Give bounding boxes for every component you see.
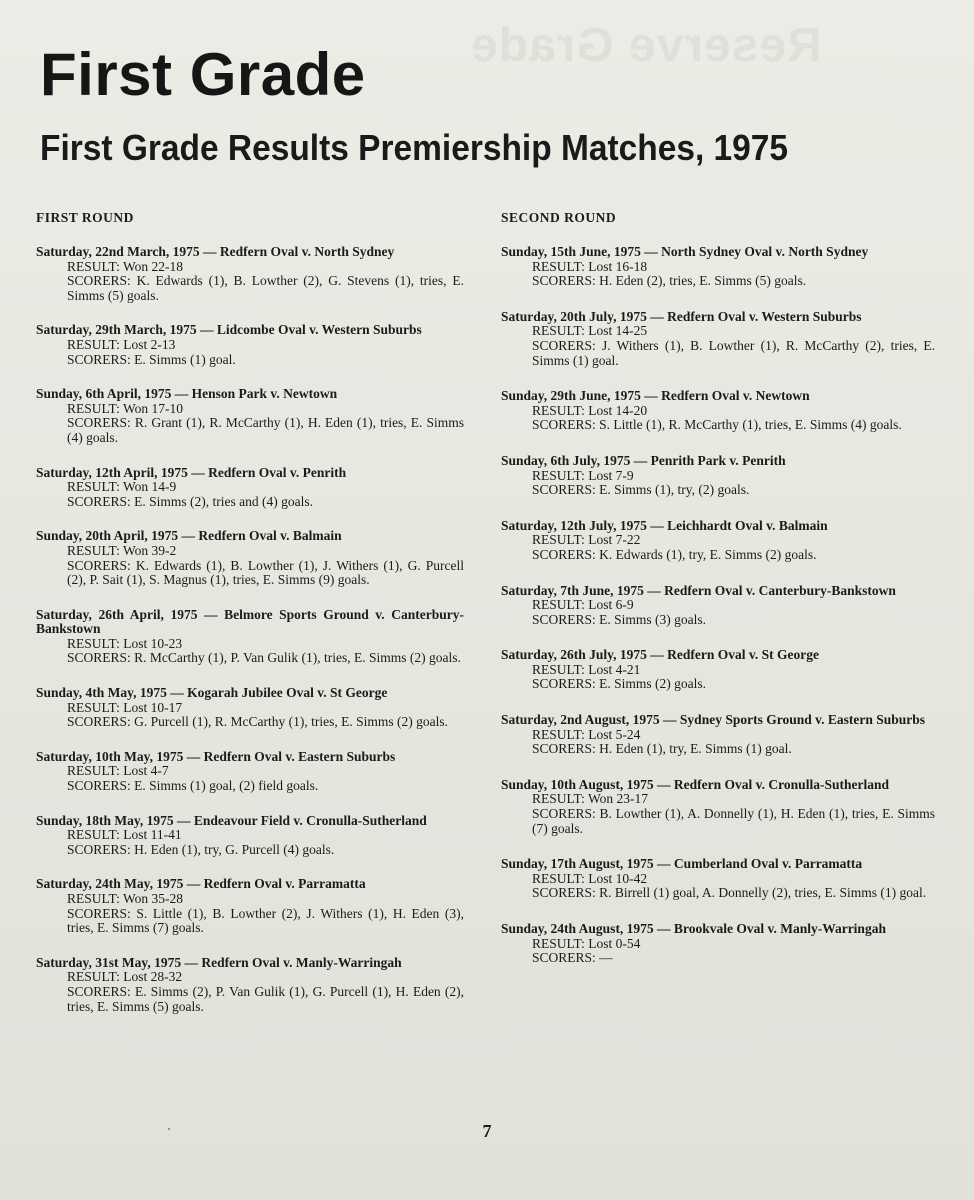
match-header: Saturday, 20th July, 1975 — Redfern Oval v. Western Suburbs	[501, 308, 862, 324]
match-entry	[501, 389, 935, 433]
match-header: Saturday, 29th March, 1975 — Lidcombe Oval v. Western Suburbs	[36, 322, 422, 338]
match-result: RESULT: Lost 5-24	[532, 726, 641, 742]
match-result: RESULT: Lost 0-54	[532, 935, 641, 951]
match-header: Sunday, 4th May, 1975 — Kogarah Jubilee Oval v. St George	[36, 685, 388, 701]
match-entry	[36, 323, 464, 367]
match-header: Saturday, 26th July, 1975 — Redfern Oval v. St George	[501, 647, 820, 663]
match-entry	[36, 956, 464, 1014]
match-scorers: SCORERS: G. Purcell (1), R. McCarthy (1), tries, E. Simms (2) goals.	[67, 714, 448, 730]
match-scorers: SCORERS: B. Lowther (1), A. Donnelly (1), H. Eden (1), tries, E. Simms (7) goals.	[532, 806, 935, 836]
match-result: RESULT: Lost 10-42	[532, 870, 648, 886]
show-through-text: Reserve Grade	[470, 19, 822, 72]
match-entry	[501, 519, 935, 563]
match-header: Sunday, 6th July, 1975 — Penrith Park v. Penrith	[501, 452, 786, 468]
match-entry	[36, 387, 464, 445]
first-round-heading: FIRST ROUND	[36, 210, 134, 225]
match-result: RESULT: Lost 14-20	[532, 402, 648, 418]
match-scorers: SCORERS: S. Little (1), R. McCarthy (1), tries, E. Simms (4) goals.	[532, 417, 902, 433]
match-result: RESULT: Won 23-17	[532, 791, 649, 807]
match-scorers: SCORERS: H. Eden (1), try, G. Purcell (4) goals.	[67, 841, 335, 857]
page-number: 7	[482, 1121, 492, 1141]
match-scorers: SCORERS: H. Eden (1), try, E. Simms (1) goal.	[532, 741, 792, 757]
match-scorers: SCORERS: R. McCarthy (1), P. Van Gulik (1), tries, E. Simms (2) goals.	[67, 650, 461, 666]
match-result: RESULT: Lost 7-22	[532, 532, 641, 548]
match-scorers: SCORERS: E. Simms (2), tries and (4) goals.	[67, 493, 313, 509]
first-round-column	[36, 208, 464, 1034]
match-result: RESULT: Lost 10-23	[67, 635, 183, 651]
match-scorers: SCORERS: R. Grant (1), R. McCarthy (1), H. Eden (1), tries, E. Simms (4) goals.	[67, 415, 464, 445]
match-scorers: SCORERS: E. Simms (1) goal, (2) field goals.	[67, 778, 319, 794]
match-entry	[501, 310, 935, 368]
match-entry	[501, 584, 935, 628]
match-header: Sunday, 6th April, 1975 — Henson Park v. Newtown	[36, 386, 338, 402]
match-result: RESULT: Won 17-10	[67, 400, 184, 416]
match-scorers: SCORERS: K. Edwards (1), B. Lowther (1), J. Withers (1), G. Purcell (2), P. Sait (1), S. Magnus (1), tries, E. Simms (9) goals.	[67, 557, 464, 588]
match-header: Saturday, 12th April, 1975 — Redfern Oval v. Penrith	[36, 464, 347, 480]
match-scorers: SCORERS: E. Simms (1) goal.	[67, 351, 236, 367]
match-scorers: SCORERS: E. Simms (3) goals.	[532, 611, 707, 627]
match-header: Saturday, 2nd August, 1975 — Sydney Sports Ground v. Eastern Suburbs	[501, 712, 926, 728]
match-scorers: SCORERS: K. Edwards (1), B. Lowther (2), G. Stevens (1), tries, E. Simms (5) goals.	[67, 273, 464, 303]
match-scorers: SCORERS: H. Eden (2), tries, E. Simms (5) goals.	[532, 273, 807, 289]
match-scorers: SCORERS: S. Little (1), B. Lowther (2), J. Withers (1), H. Eden (3), tries, E. Simms (7) goals.	[67, 905, 464, 936]
match-entry	[36, 686, 464, 730]
match-entry	[501, 454, 935, 498]
match-header: Saturday, 7th June, 1975 — Redfern Oval v. Canterbury-Bankstown	[501, 582, 896, 598]
match-result: RESULT: Lost 28-32	[67, 969, 183, 985]
match-result: RESULT: Won 22-18	[67, 258, 184, 274]
match-entry	[501, 648, 935, 692]
match-scorers: SCORERS: E. Simms (1), try, (2) goals.	[532, 482, 750, 498]
match-result: RESULT: Won 35-28	[67, 891, 184, 906]
match-header: Saturday, 26th April, 1975 — Belmore Sports Ground v. Canterbury-Bankstown	[36, 606, 464, 637]
match-entry	[36, 245, 464, 303]
second-round-column	[501, 208, 935, 987]
match-result: RESULT: Won 14-9	[67, 479, 177, 495]
match-header: Saturday, 22nd March, 1975 — Redfern Oval v. North Sydney	[36, 244, 395, 259]
match-result: RESULT: Lost 7-9	[532, 467, 634, 483]
page-title: First Grade	[40, 41, 366, 108]
match-header: Saturday, 10th May, 1975 — Redfern Oval v. Eastern Suburbs	[36, 748, 396, 764]
match-result: RESULT: Lost 11-41	[67, 827, 182, 843]
match-result: RESULT: Won 39-2	[67, 542, 177, 558]
match-result: RESULT: Lost 16-18	[532, 258, 648, 274]
match-entry	[501, 922, 935, 966]
second-round-heading: SECOND ROUND	[501, 210, 617, 225]
match-entry	[36, 877, 464, 935]
match-scorers: SCORERS: K. Edwards (1), try, E. Simms (2) goals.	[532, 546, 817, 562]
match-header: Saturday, 31st May, 1975 — Redfern Oval v. Manly-Warringah	[36, 954, 402, 970]
match-entry	[36, 529, 464, 587]
match-result: RESULT: Lost 14-25	[532, 323, 648, 339]
match-result: RESULT: Lost 6-9	[532, 597, 634, 613]
match-header: Sunday, 24th August, 1975 — Brookvale Oval v. Manly-Warringah	[501, 921, 886, 936]
match-entry	[501, 245, 935, 289]
match-entry	[36, 750, 464, 794]
match-entry	[36, 814, 464, 858]
match-scorers: SCORERS: R. Birrell (1) goal, A. Donnelly (2), tries, E. Simms (1) goal.	[532, 885, 927, 901]
match-entry	[36, 608, 464, 666]
match-header: Sunday, 10th August, 1975 — Redfern Oval v. Cronulla-Sutherland	[501, 776, 889, 792]
match-entry	[501, 713, 935, 757]
match-scorers: SCORERS: E. Simms (2) goals.	[532, 676, 707, 692]
match-entry	[501, 857, 935, 901]
match-entry	[501, 778, 935, 836]
page-subtitle: First Grade Results Premiership Matches, 1975	[40, 127, 789, 168]
match-header: Sunday, 20th April, 1975 — Redfern Oval v. Balmain	[36, 528, 342, 544]
match-result: RESULT: Lost 4-21	[532, 661, 641, 677]
match-scorers: SCORERS: E. Simms (2), P. Van Gulik (1), G. Purcell (1), H. Eden (2), tries, E. Simms (5) goals.	[67, 983, 464, 1014]
match-scorers: SCORERS: —	[532, 950, 613, 966]
match-scorers: SCORERS: J. Withers (1), B. Lowther (1), R. McCarthy (2), tries, E. Simms (1) goal.	[532, 337, 935, 368]
match-header: Sunday, 29th June, 1975 — Redfern Oval v. Newtown	[501, 388, 810, 404]
match-header: Saturday, 24th May, 1975 — Redfern Oval v. Parramatta	[36, 876, 366, 892]
match-header: Sunday, 18th May, 1975 — Endeavour Field v. Cronulla-Sutherland	[36, 812, 427, 828]
match-result: RESULT: Lost 10-17	[67, 699, 183, 715]
match-header: Sunday, 17th August, 1975 — Cumberland Oval v. Parramatta	[501, 856, 863, 872]
match-result: RESULT: Lost 2-13	[67, 336, 176, 352]
match-result: RESULT: Lost 4-7	[67, 763, 169, 779]
match-header: Sunday, 15th June, 1975 — North Sydney Oval v. North Sydney	[501, 244, 869, 259]
match-entry	[36, 466, 464, 510]
match-header: Saturday, 12th July, 1975 — Leichhardt Oval v. Balmain	[501, 517, 828, 533]
